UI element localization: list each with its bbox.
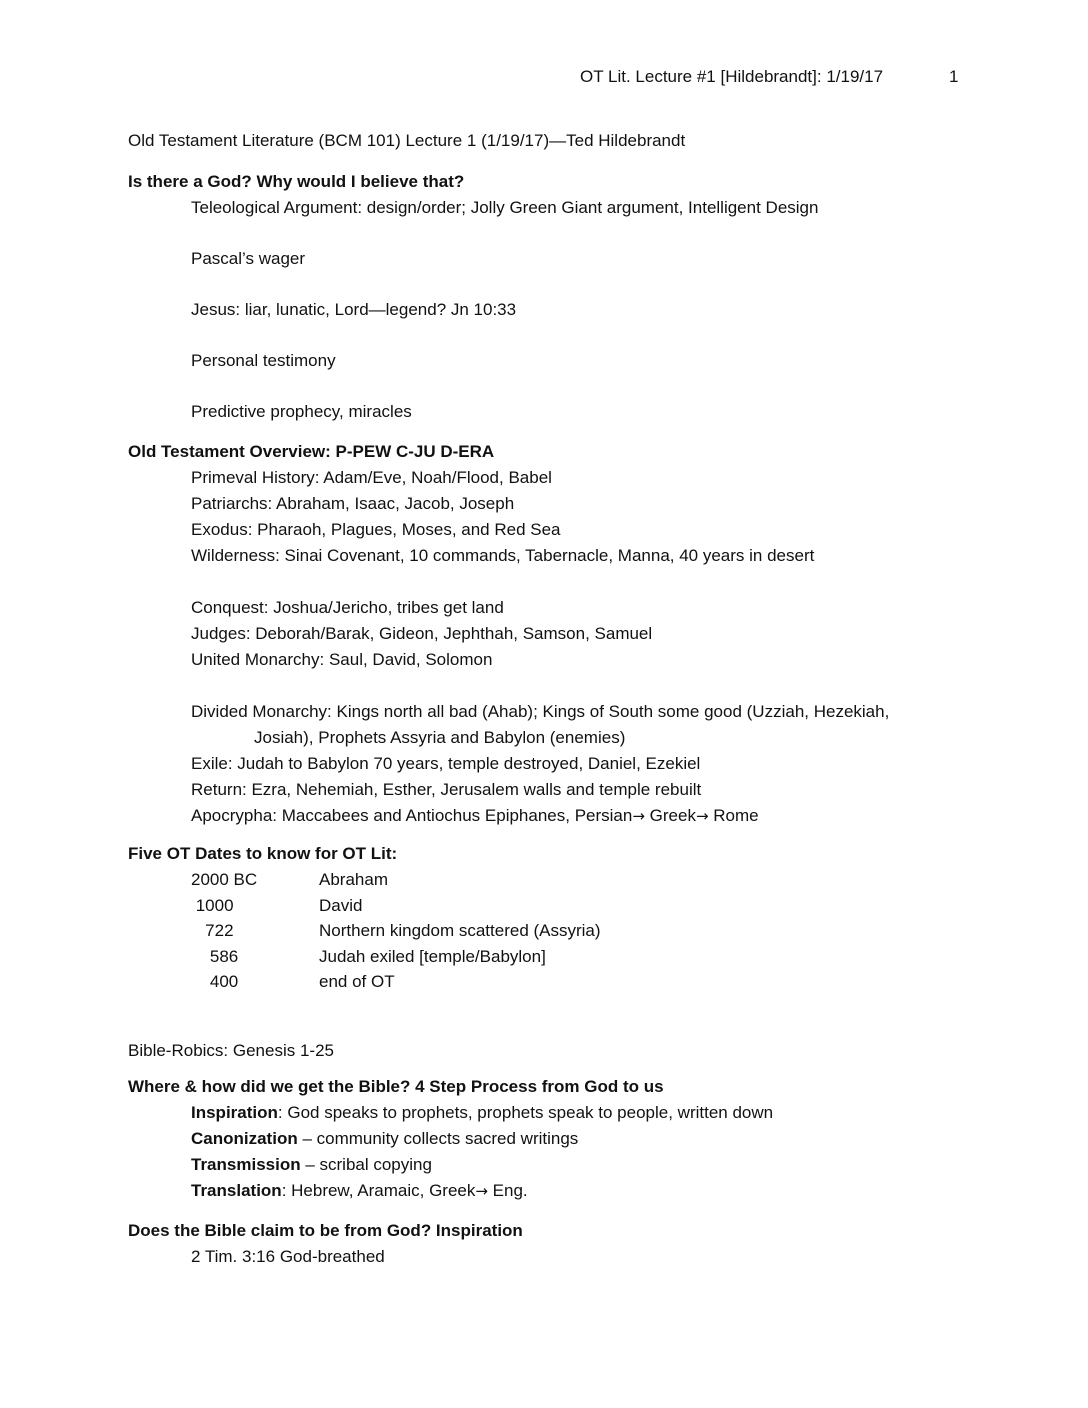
- date-year: 2000 BC: [191, 870, 258, 889]
- section-heading: Where & how did we get the Bible? 4 Step Process from God to us: [128, 1077, 664, 1096]
- list-item: Wilderness: Sinai Covenant, 10 commands, Tabernacle, Manna, 40 years in desert: [191, 546, 815, 565]
- section-heading: Old Testament Overview: P-PEW C-JU D-ERA: [128, 442, 495, 461]
- list-item: Jesus: liar, lunatic, Lord—legend? Jn 10:33: [191, 300, 517, 319]
- step-desc: Eng.: [487, 1181, 528, 1200]
- divided-monarchy-line1: Divided Monarchy: Kings north all bad (Ahab); Kings of South some good (Uzziah, Hezekiah,: [191, 702, 890, 721]
- step-desc: : Hebrew, Aramaic, Greek: [281, 1181, 476, 1200]
- date-event: Northern kingdom scattered (Assyria): [319, 921, 601, 941]
- table-row: [128, 969, 988, 995]
- header-title: OT Lit. Lecture #1 [Hildebrandt]: 1/19/17: [580, 67, 884, 86]
- section-heading: Does the Bible claim to be from God? Inspiration: [128, 1221, 523, 1240]
- table-row: [128, 918, 988, 944]
- spacer: [128, 569, 988, 595]
- list-item: Pascal’s wager: [191, 249, 306, 268]
- step-term: Canonization: [191, 1129, 298, 1148]
- list-item: [128, 803, 988, 829]
- list-item: 2 Tim. 3:16 God-breathed: [191, 1247, 385, 1266]
- list-item: Predictive prophecy, miracles: [191, 402, 412, 421]
- step-term: Translation: [191, 1181, 282, 1200]
- list-item: [128, 1126, 988, 1152]
- document-title: Old Testament Literature (BCM 101) Lecture 1 (1/19/17)—Ted Hildebrandt: [128, 131, 686, 150]
- date-event: end of OT: [319, 972, 395, 992]
- divided-monarchy-line2: Josiah), Prophets Assyria and Babylon (enemies): [254, 728, 626, 747]
- list-item: Return: Ezra, Nehemiah, Esther, Jerusalem walls and temple rebuilt: [191, 780, 702, 799]
- list-item: Teleological Argument: design/order; Jolly Green Giant argument, Intelligent Design: [191, 198, 819, 217]
- list-item: [128, 1152, 988, 1178]
- date-event: David: [319, 895, 363, 915]
- list-item: Conquest: Joshua/Jericho, tribes get land: [191, 598, 504, 617]
- god-section: [128, 169, 988, 425]
- date-year: 586: [191, 946, 239, 966]
- table-row: [128, 893, 988, 919]
- step-desc: – scribal copying: [300, 1155, 432, 1174]
- list-item: Primeval History: Adam/Eve, Noah/Flood, Babel: [191, 468, 552, 487]
- list-item: [128, 699, 988, 751]
- page-number: 1: [949, 67, 959, 86]
- bible-section: [128, 1074, 988, 1204]
- list-item: Exile: Judah to Babylon 70 years, temple destroyed, Daniel, Ezekiel: [191, 754, 701, 773]
- page-header: [0, 64, 1088, 90]
- dates-section: [128, 841, 988, 995]
- table-row: [128, 867, 988, 893]
- section-heading: Is there a God? Why would I believe that?: [128, 172, 465, 191]
- date-year: 722: [191, 921, 234, 941]
- arrow-right-icon: →: [695, 807, 709, 825]
- section-heading: Five OT Dates to know for OT Lit:: [128, 844, 398, 863]
- bible-robics-line: Bible-Robics: Genesis 1-25: [128, 1041, 334, 1060]
- list-item: Exodus: Pharaoh, Plagues, Moses, and Red Sea: [191, 520, 561, 539]
- list-item: Judges: Deborah/Barak, Gideon, Jephthah, Samson, Samuel: [191, 624, 653, 643]
- list-item: Patriarchs: Abraham, Isaac, Jacob, Joseph: [191, 494, 515, 513]
- claim-section: [128, 1218, 988, 1270]
- step-desc: – community collects sacred writings: [297, 1129, 579, 1148]
- apocrypha-text: Greek: [644, 806, 696, 825]
- date-event: Judah exiled [temple/Babylon]: [319, 946, 546, 966]
- step-term: Inspiration: [191, 1103, 278, 1122]
- apocrypha-text: Rome: [708, 806, 759, 825]
- spacer: [128, 673, 988, 699]
- apocrypha-text: Apocrypha: Maccabees and Antiochus Epiphanes, Persian: [191, 806, 633, 825]
- list-item: [128, 1178, 988, 1204]
- date-event: Abraham: [319, 870, 388, 889]
- overview-section: [128, 439, 988, 829]
- list-item: Personal testimony: [191, 351, 336, 370]
- arrow-right-icon: →: [475, 1182, 488, 1200]
- step-term: Transmission: [191, 1155, 301, 1174]
- date-year: 1000: [191, 895, 234, 915]
- list-item: United Monarchy: Saul, David, Solomon: [191, 650, 493, 669]
- step-desc: : God speaks to prophets, prophets speak to people, written down: [277, 1103, 774, 1122]
- arrow-right-icon: →: [632, 807, 645, 825]
- date-year: 400: [191, 972, 239, 992]
- table-row: [128, 944, 988, 970]
- list-item: [128, 1100, 988, 1126]
